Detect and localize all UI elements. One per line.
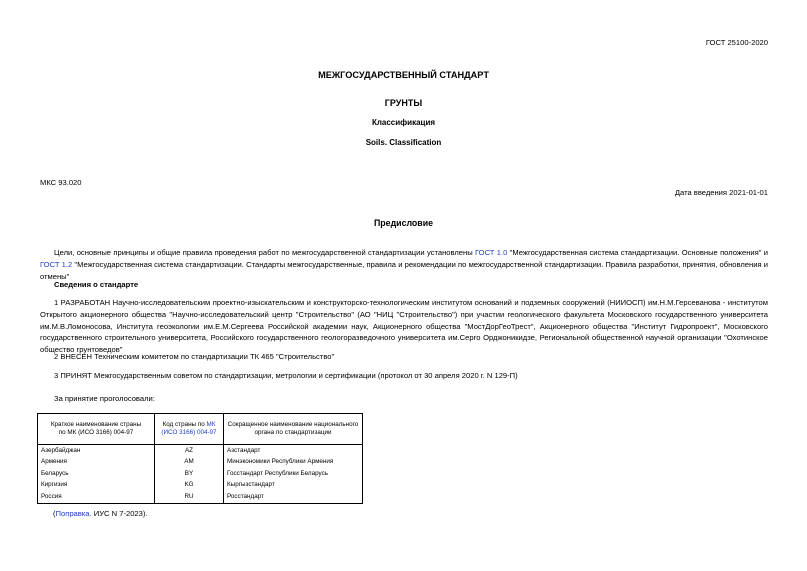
voting-countries-table (37, 413, 363, 504)
submitted-by-paragraph: 2 ВНЕСЕН Техническим комитетом по стандартизации ТК 465 "Строительство" (54, 352, 335, 361)
intro-text-start: Цели, основные принципы и общие правила проведения работ по межгосударственной стандартизации установлены (54, 248, 475, 257)
document-subtitle: Классификация (371, 118, 436, 127)
table-row (38, 445, 363, 457)
code-cell: KG (155, 480, 224, 492)
standards-body-cell: Госстандарт Республики Беларусь (224, 468, 363, 480)
code-cell: AZ (155, 445, 224, 457)
document-title: ГРУНТЫ (384, 98, 423, 108)
introduction-date: Дата введения 2021-01-01 (674, 188, 768, 197)
gost-1-0-link[interactable]: ГОСТ 1.0 (474, 248, 508, 257)
country-cell: Россия (38, 491, 155, 503)
mk-link[interactable]: МК (206, 420, 216, 428)
mks-code: МКС 93.020 (40, 178, 82, 187)
table-row (38, 480, 363, 492)
standards-body-cell: Кыргызстандарт (224, 480, 363, 492)
english-title: Soils. Classification (365, 138, 442, 147)
country-name-header: Краткое наименование страны по МК (ИСО 3166) 004-97 (38, 414, 155, 445)
country-cell: Беларусь (38, 468, 155, 480)
standard-info-heading: Сведения о стандарте (54, 280, 139, 289)
iso-3166-link[interactable]: (ИСО 3166) 004-97 (161, 429, 217, 436)
developed-by-paragraph: 1 РАЗРАБОТАН Научно-исследовательским проектно-изыскательским и конструкторско-технологическим институтом оснований и подземных сооружений (НИИОСП) им.Н.М.Герсеванова - институтом Открытого акционерного общества "Научно-исследовательский центр "Строительство" (АО "НИЦ "Строительство") при участии геологического факультета Московского государственного университета им.М.В.Ломоносова, Института геоэкологии им.Е.М.Сергеева Российской академии наук, Акционерного общества "МостДорГеоТрест", Акционерного общества "Институт Гидропроект", Московского государственного строительного университета, Российского государственного геологоразведочного университета им.Серго Орджоникидзе, Региональной общественной научной организации "Охотинское общество грунтоведов" (40, 298, 768, 355)
gost-1-2-link[interactable]: ГОСТ 1.2 (40, 259, 73, 269)
standards-body-cell: Минэкономики Республики Армения (224, 457, 363, 469)
table-row (38, 457, 363, 469)
country-cell: Киргизия (38, 480, 155, 492)
standards-body-cell: Росстандарт (224, 491, 363, 503)
table-row (38, 491, 363, 503)
preface-heading: Предисловие (373, 218, 434, 228)
standard-type-heading: МЕЖГОСУДАРСТВЕННЫЙ СТАНДАРТ (318, 70, 489, 80)
adopted-by-paragraph: 3 ПРИНЯТ Межгосударственным советом по стандартизации, метрологии и сертификации (протокол от 30 апреля 2020 г. N 129-П) (54, 371, 518, 380)
intro-text-middle: "Межгосударственная система стандартизации. Основные положения" и (507, 248, 768, 257)
standards-body-cell: Азстандарт (224, 445, 363, 457)
amendment-note: (Поправка. ИУС N 7-2023). (53, 509, 148, 518)
table-row (38, 468, 363, 480)
country-code-header: Код страны по МК (ИСО 3166) 004-97 (155, 414, 224, 445)
country-cell: Азербайджан (38, 445, 155, 457)
standards-body-header: Сокращенное наименование национального органа по стандартизации (224, 414, 363, 445)
code-cell: AM (155, 457, 224, 469)
amendment-link[interactable]: Поправка (55, 509, 90, 518)
intro-text-end: "Межгосударственная система стандартизации. Стандарты межгосударственные, правила и рекомендации по межгосударственной стандартизации. Правила разработки, принятия, обновления и отмены" (40, 259, 768, 281)
document-code: ГОСТ 25100-2020 (705, 38, 768, 47)
voted-label: За принятие проголосовали: (54, 394, 155, 403)
code-cell: RU (155, 491, 224, 503)
code-cell: BY (155, 468, 224, 480)
intro-paragraph (40, 247, 768, 282)
table-header-row (38, 414, 363, 445)
country-cell: Армения (38, 457, 155, 469)
